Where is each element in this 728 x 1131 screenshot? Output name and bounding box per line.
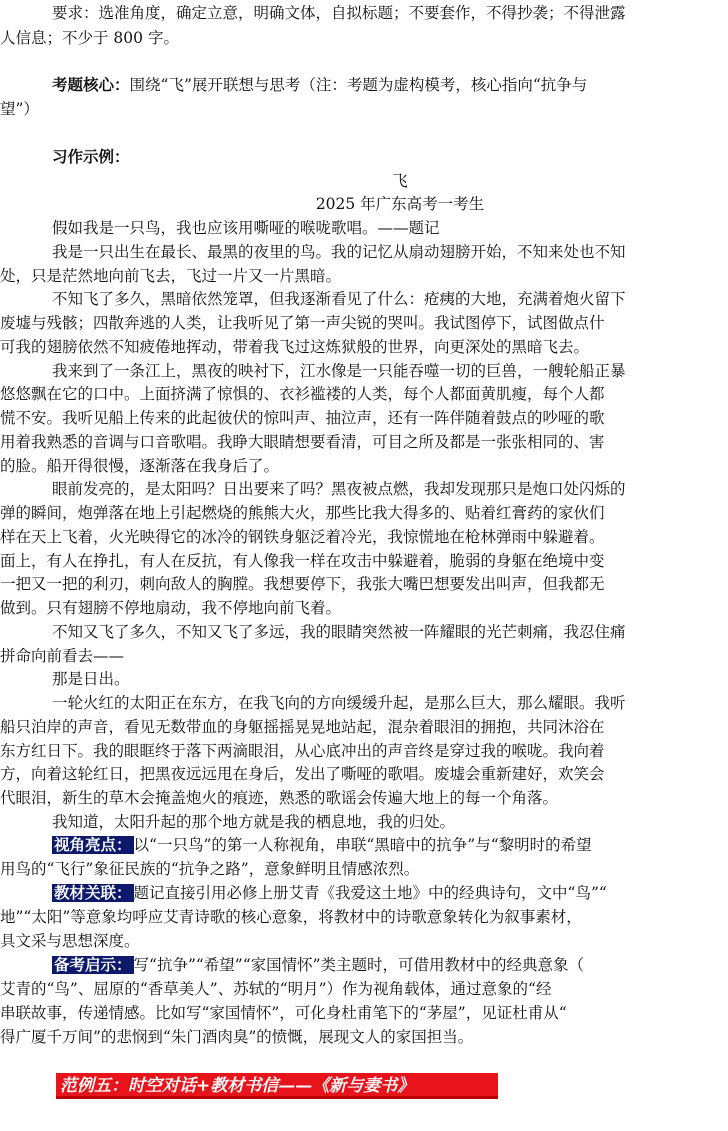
essay-line: 眼前发亮的，是太阳吗？日出要来了吗？黑夜被点燃，我却发现那只是炮口处闪烁的 (52, 480, 626, 499)
example-heading: 习作示例： (52, 148, 130, 166)
requirements-line-1: 要求：选准角度，确定立意，明确文体，自拟标题；不要套作，不得抄袭；不得泄露 (52, 4, 626, 22)
perspective-tag: 视角亮点： (54, 836, 132, 854)
essay-line: 废墟与残骸；四散奔逃的人类，让我听见了第一声尖锐的哭叫。我试图停下，试图做点什 (0, 314, 605, 332)
perspective-text-1: 以“一只鸟”的第一人称视角，串联“黑暗中的抗争”与“黎明时的希望 (133, 836, 592, 854)
note-exam-line-1 (52, 954, 584, 976)
note-textbook-line-1 (52, 882, 607, 904)
essay-line: 拼命向前看去—— (0, 646, 125, 665)
essay-line: 做到。只有翅膀不停地扇动，我不停地向前飞着。 (0, 599, 342, 617)
essay-line: 东方红日下。我的眼眶终于落下两滴眼泪，从心底冲出的声音终是穿过我的喉咙。我向着 (0, 741, 605, 760)
essay-line: 一把又一把的利刃，刺向敌人的胸膛。我想要停下，我张大嘴巴想要发出叫声，但我都无 (0, 575, 605, 594)
note-exam-line-2: 艾青的“鸟”、屈原的“香草美人”、苏轼的“明月”）作为视角载体，通过意象的“经 (0, 980, 552, 998)
requirements-line-2: 人信息；不少于 800 字。 (0, 29, 179, 47)
essay-line: 的脸。船开得很慢，逐渐落在我身后了。 (0, 456, 280, 475)
essay-line: 不知又飞了多久，不知又飞了多远，我的眼睛突然被一阵耀眼的光芒刺痛，我忍住痛 (52, 622, 626, 641)
exam-text-1: 写“抗争”“希望”“家国情怀”类主题时，可借用教材中的经典意象（ (133, 956, 585, 974)
essay-line: 一轮火红的太阳正在东方，在我飞向的方向缓缓升起，是那么巨大，那么耀眼。我听 (52, 694, 626, 712)
essay-line: 可我的翅膀依然不知疲倦地挥动，带着我飞过这炼狱般的世界，向更深处的黑暗飞去。 (0, 337, 590, 356)
essay-title: 飞 (392, 172, 408, 190)
essay-line: 弹的瞬间，炮弹落在地上引起燃烧的熊熊大火，那些比我大得多的、贴着红膏药的家伙们 (0, 504, 605, 522)
essay-line: 假如我是一只鸟，我也应该用嘶哑的喉咙歌唱。——题记 (52, 219, 440, 237)
essay-author: 2025 年广东高考一考生 (315, 195, 485, 213)
note-exam-line-4: 得广厦千万间”的悲悯到“朱门酒肉臭”的愤慨，展现文人的家国担当。 (0, 1028, 474, 1046)
textbook-tag: 教材关联： (54, 884, 132, 902)
note-perspective-line-1 (52, 834, 592, 856)
note-textbook-line-2: 地”“太阳”等意象均呼应艾青诗歌的核心意象，将教材中的诗歌意象转化为叙事素材， (0, 908, 582, 926)
example-five-banner: 范例五：时空对话+教材书信——《新与妻书》 (56, 1073, 498, 1099)
essay-line: 慌不安。我听见船上传来的此起彼伏的惊叫声、抽泣声，还有一阵伴随着鼓点的吵哑的歌 (0, 409, 605, 427)
essay-line: 船只泊岸的声音，看见无数带血的身躯摇摇晃晃地站起，混杂着眼泪的拥抱，共同沐浴在 (0, 717, 605, 736)
essay-line: 那是日出。 (52, 670, 130, 689)
essay-line: 我是一只出生在最长、最黑的夜里的鸟。我的记忆从扇动翅膀开始，不知来处也不知 (52, 242, 626, 261)
essay-line: 我来到了一条江上，黑夜的映衬下，江水像是一只能吞噬一切的巨兽，一艘轮船正暴 (52, 361, 626, 380)
essay-line: 代眼泪，新生的草木会掩盖炮火的痕迹，熟悉的歌谣会传遍大地上的每一个角落。 (0, 789, 559, 807)
essay-line: 不知飞了多久，黑暗依然笼罩，但我逐渐看见了什么：疮痍的大地，充满着炮火留下 (52, 290, 626, 309)
essay-line: 方，向着这轮红日，把黑夜远远甩在身后，发出了嘶哑的歌唱。废墟会重新建好，欢笑会 (0, 765, 605, 784)
exam-tag: 备考启示： (54, 956, 132, 974)
essay-line: 悠悠飘在它的口中。上面挤满了惊惧的、衣衫褴褛的人类，每个人都面黄肌瘦，每个人都 (0, 385, 605, 404)
note-textbook-line-3: 具文采与思想深度。 (0, 932, 140, 950)
essay-last-line: 我知道，太阳升起的那个地方就是我的栖息地，我的归处。 (52, 813, 456, 831)
note-exam-line-3: 串联故事，传递情感。比如写“家国情怀”，可化身杜甫笔下的“茅屋”，见证杜甫从“ (0, 1004, 567, 1022)
essay-line: 面上，有人在挣扎，有人在反抗，有人像我一样在攻击中躲避着，脆弱的身躯在绝境中变 (0, 551, 605, 570)
essay-line: 处，只是茫然地向前飞去，飞过一片又一片黑暗。 (0, 266, 342, 285)
essay-line: 样在天上飞着，火光映得它的冰冷的钢铁身躯泛着冷光，我惊慌地在枪林弹雨中躲避着。 (0, 527, 605, 546)
essay-line: 用着我熟悉的音调与口音歌唱。我睁大眼睛想要看清，可目之所及都是一张张相同的、害 (0, 432, 605, 451)
note-perspective-line-2: 用鸟的“飞行”象征民族的“抗争之路”，意象鲜明且情感浓烈。 (0, 860, 420, 878)
core-line-1 (52, 74, 587, 96)
core-label: 考题核心： (52, 76, 130, 94)
core-text: 围绕“飞”展开联想与思考（注：考题为虚构模考，核心指向“抗争与 (129, 76, 588, 94)
textbook-text-1: 题记直接引用必修上册艾青《我爱这土地》中的经典诗句，文中“鸟”“ (133, 884, 607, 902)
core-line-2: 望”） (0, 100, 39, 118)
